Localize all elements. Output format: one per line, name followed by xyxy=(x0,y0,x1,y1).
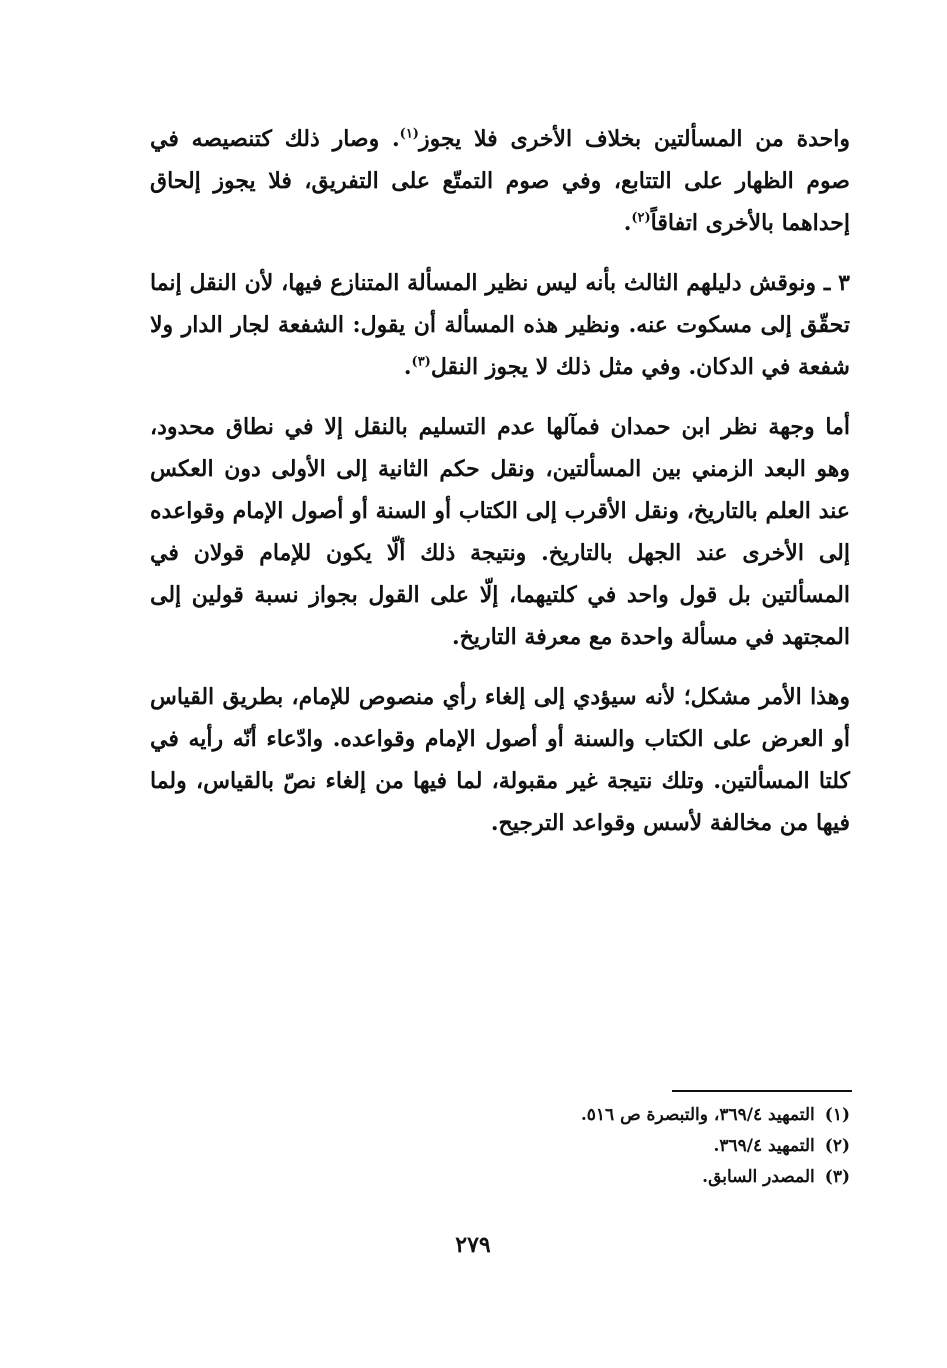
paragraph-2-text-a: ٣ ـ ونوقش دليلهم الثالث بأنه ليس نظير المسألة المتنازع فيها، لأن النقل إنما تحقّق إلى مسكوت عنه. ونظير هذه المسألة أن يقول: الشفعة لجار الدار ولا شفعة في الدكان. وفي مثل ذلك لا يجوز النقل xyxy=(150,270,850,380)
footnote-2-number: (٢) xyxy=(824,1136,850,1156)
paragraph-2 xyxy=(150,262,850,388)
paragraph-1 xyxy=(150,118,850,244)
footnote-ref-3: (٣) xyxy=(411,354,431,370)
footnote-2-text: التمهيد ٣٦٩/٤. xyxy=(713,1136,815,1156)
main-text xyxy=(150,118,850,862)
paragraph-1-text-b: . وصار ذلك كتنصيصه في صوم الظهار على التتابع، وفي صوم التمتّع على التفريق، فلا يجوز إلحاق إحداهما بالأخرى اتفاقاً xyxy=(150,126,850,236)
footnote-separator xyxy=(672,1090,852,1092)
footnote-1 xyxy=(450,1100,850,1131)
paragraph-1-text-a: واحدة من المسألتين بخلاف الأخرى فلا يجوز xyxy=(418,126,850,152)
footnote-3 xyxy=(450,1162,850,1193)
footnote-3-number: (٣) xyxy=(824,1167,850,1187)
footnote-ref-2: (٢) xyxy=(631,210,651,226)
paragraph-2-text-b: . xyxy=(403,354,412,380)
page-number: ٢٧٩ xyxy=(455,1232,491,1258)
footnote-2 xyxy=(450,1131,850,1162)
paragraph-4: وهذا الأمر مشكل؛ لأنه سيؤدي إلى إلغاء رأي منصوص للإمام، بطريق القياس أو العرض على الكتاب والسنة أو أصول الإمام وقواعده. وادّعاء أنّه رأيه في كلتا المسألتين. وتلك نتيجة غير مقبولة، لما فيها من إلغاء نصّ بالقياس، ولما فيها من مخالفة لأسس وقواعد الترجيح. xyxy=(150,684,850,836)
paragraph-3: أما وجهة نظر ابن حمدان فمآلها عدم التسليم بالنقل إلا في نطاق محدود، وهو البعد الزمني بين المسألتين، ونقل حكم الثانية إلى الأولى دون العكس عند العلم بالتاريخ، ونقل الأقرب إلى الكتاب أو السنة أو أصول الإمام وقواعده إلى الأخرى عند الجهل بالتاريخ. ونتيجة ذلك ألّا يكون للإمام قولان في المسألتين بل قول واحد في كلتيهما، إلّا على القول بجواز نسبة قولين إلى المجتهد في مسألة واحدة مع معرفة التاريخ. xyxy=(150,414,850,650)
paragraph-1-text-c: . xyxy=(623,210,632,236)
footnote-1-number: (١) xyxy=(824,1105,850,1125)
footnote-3-text: المصدر السابق. xyxy=(702,1167,815,1187)
footnote-1-text: التمهيد ٣٦٩/٤، والتبصرة ص ٥١٦. xyxy=(580,1105,815,1125)
footnote-ref-1: (١) xyxy=(399,126,419,142)
footnotes xyxy=(450,1100,850,1193)
